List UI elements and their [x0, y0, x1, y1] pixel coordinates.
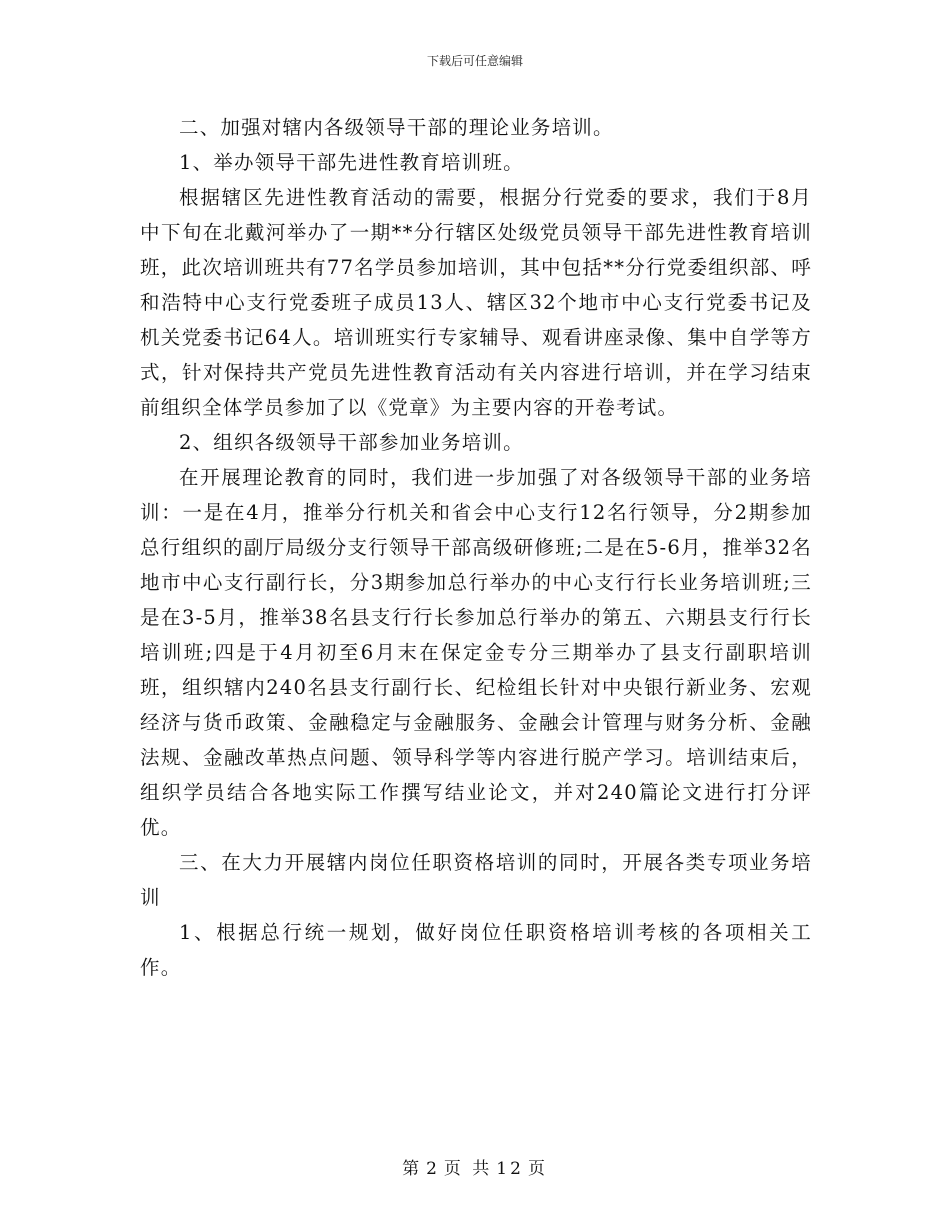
page-number-footer — [0, 1154, 950, 1179]
body-paragraph: 在开展理论教育的同时，我们进一步加强了对各级领导干部的业务培训：一是在4月，推举分行机关和省会中心支行12名行领导，分2期参加总行组织的副厅局级分支行领导干部高级研修班;二是在5-6月，推举32名地市中心支行副行长，分3期参加总行举办的中心支行行长业务培训班;三是在3-5月，推举38名县支行行长参加总行举办的第五、六期县支行行长培训班;四是于4月初至6月末在保定金专分三期举办了县支行副职培训班，组织辖内240名县支行副行长、纪检组长针对中央银行新业务、宏观经济与货币政策、金融稳定与金融服务、金融会计管理与财务分析、金融法规、金融改革热点问题、领导科学等内容进行脱产学习。培训结束后，组织学员结合各地实际工作撰写结业论文，并对240篇论文进行打分评优。 — [140, 466, 812, 839]
body-paragraph: 根据辖区先进性教育活动的需要，根据分行党委的要求，我们于8月中下旬在北戴河举办了一期**分行辖区处级党员领导干部先进性教育培训班，此次培训班共有77名学员参加培训，其中包括**分行党委组织部、呼和浩特中心支行党委班子成员13人、辖区32个地市中心支行党委书记及机关党委书记64人。培训班实行专家辅导、观看讲座录像、集中自学等方式，针对保持共产党员先进性教育活动有关内容进行培训，并在学习结束前组织全体学员参加了以《党章》为主要内容的开卷考试。 — [140, 186, 812, 419]
page-header: 下载后可任意编辑 — [426, 54, 523, 68]
total-page-count: 12 — [496, 1159, 524, 1179]
section-heading-2: 二、加强对辖内各级领导干部的理论业务培训。 — [179, 116, 614, 139]
subsection-heading-1: 1、根据总行统一规划，做好岗位任职资格培训考核的各项相关工作。 — [140, 921, 812, 979]
subsection-heading-2: 2、组织各级领导干部参加业务培训。 — [179, 431, 524, 454]
document-body — [140, 110, 812, 985]
page-prefix: 第 — [402, 1159, 423, 1179]
current-page-number: 2 — [426, 1159, 440, 1179]
page-suffix: 页 — [527, 1159, 548, 1179]
subsection-heading-1: 1、举办领导干部先进性教育培训班。 — [179, 151, 524, 174]
section-heading-3: 三、在大力开展辖内岗位任职资格培训的同时，开展各类专项业务培训 — [140, 851, 812, 909]
page-middle-text: 页 共 — [443, 1159, 493, 1179]
